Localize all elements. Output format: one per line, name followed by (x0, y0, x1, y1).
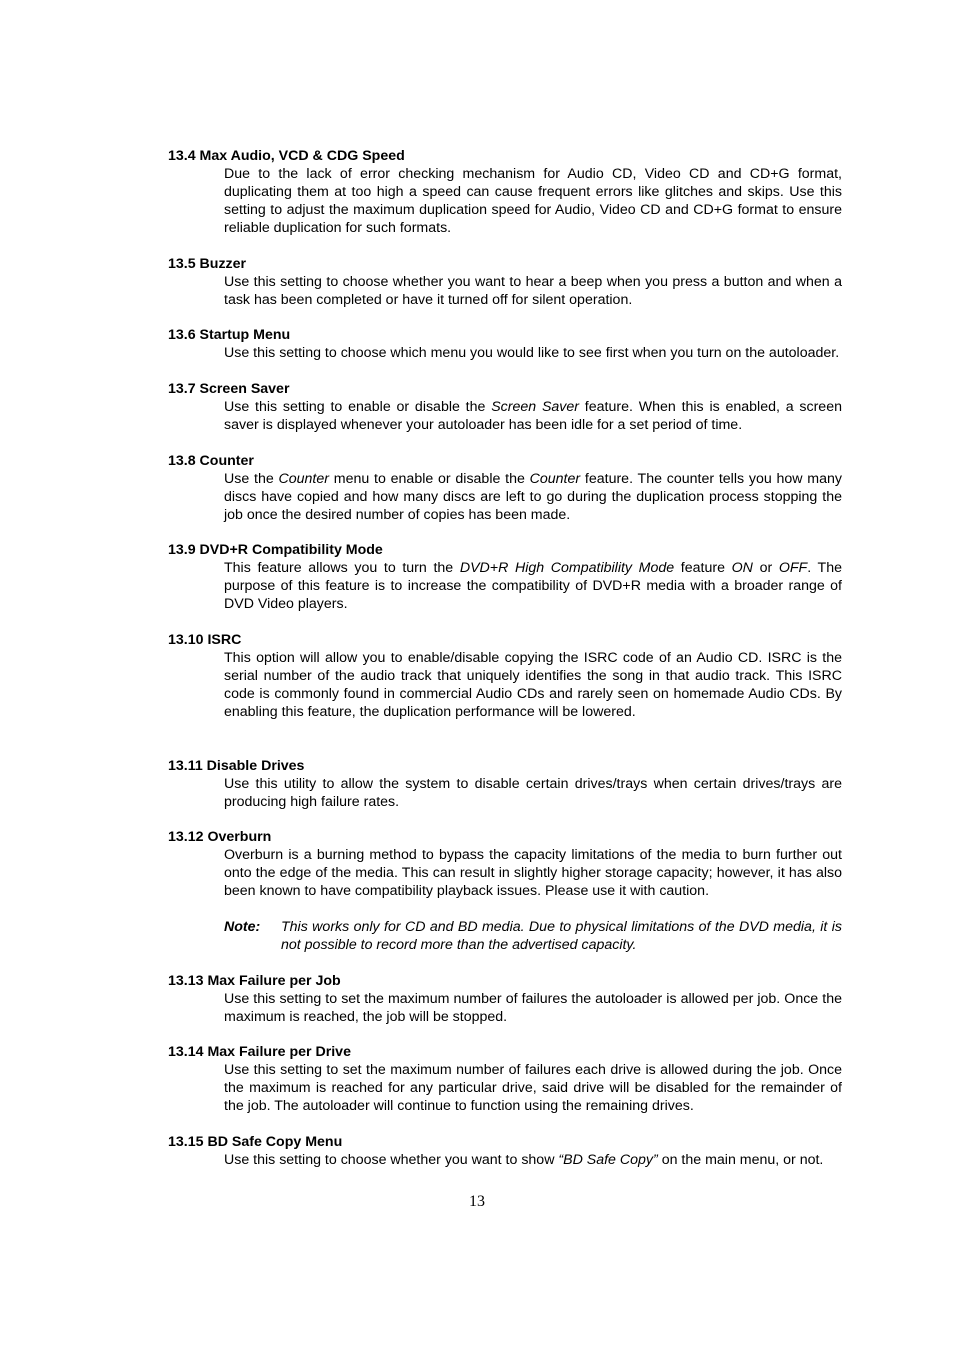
section-heading: 13.7 Screen Saver (168, 381, 290, 397)
note-text: This works only for CD and BD media. Due to physical limitations of the DVD media, it is not possible to record more than the advertised capacity. (281, 919, 842, 953)
section-body (224, 470, 842, 524)
body-italic-text: DVD+R High Compatibility Mode (459, 560, 675, 576)
body-text: This option will allow you to enable/disable copying the ISRC code of an Audio CD. ISRC is the serial number of the audio track that uniquely identifies the song in that audio track. This ISRC code is commonly found in commercial Audio CDs and rarely seen on homemade Audio CDs. By enabling this feature, the duplication performance will be lowered. (224, 650, 842, 720)
body-italic-text: OFF (778, 560, 808, 576)
section-body (224, 1151, 842, 1169)
section-13-15 (168, 1133, 842, 1169)
section-13-4 (168, 147, 842, 237)
body-text: This feature allows you to turn the (224, 560, 460, 576)
section-13-11 (168, 757, 842, 811)
section-13-12 (168, 828, 842, 954)
body-text: Use this setting to enable or disable the (224, 399, 492, 415)
section-heading: 13.8 Counter (168, 453, 254, 469)
body-text: on the main menu, or not. (657, 1152, 824, 1168)
section-heading: 13.9 DVD+R Compatibility Mode (168, 542, 383, 558)
body-text: menu to enable or disable the (329, 471, 530, 487)
section-body (224, 273, 842, 309)
section-13-9 (168, 541, 842, 613)
section-13-13 (168, 972, 842, 1026)
body-text: Due to the lack of error checking mechanism for Audio CD, Video CD and CD+G format, duplicating them at too high a speed can cause frequent errors like glitches and skips. Use this setting to adjust the maximum duplication speed for Audio, Video CD and CD+G format to ensure reliable duplication for such formats. (224, 166, 842, 236)
page-number: 13 (469, 1193, 485, 1210)
section-body (224, 344, 842, 362)
body-text: Use this setting to set the maximum number of failures the autoloader is allowed per job. Once the maximum is reached, the job will be stopped. (224, 991, 842, 1025)
section-13-8 (168, 452, 842, 524)
note-block (224, 918, 842, 954)
section-body (224, 398, 842, 434)
section-13-7 (168, 380, 842, 434)
section-13-5 (168, 255, 842, 309)
note-label: Note: (224, 919, 261, 935)
section-heading: 13.11 Disable Drives (168, 758, 305, 774)
section-heading: 13.12 Overburn (168, 829, 272, 845)
body-text: or (752, 560, 779, 576)
body-text: Use this setting to choose whether you want to show (224, 1152, 559, 1168)
section-body (224, 990, 842, 1026)
section-body (224, 559, 842, 613)
section-body (224, 846, 842, 900)
section-heading: 13.14 Max Failure per Drive (168, 1044, 351, 1060)
body-italic-text: ON (731, 560, 753, 576)
body-text: Use this setting to choose which menu you would like to see first when you turn on the autoloader. (224, 345, 840, 361)
section-heading: 13.4 Max Audio, VCD & CDG Speed (168, 148, 405, 164)
section-heading: 13.13 Max Failure per Job (168, 973, 341, 989)
body-text: Use this utility to allow the system to disable certain drives/trays when certain drives/trays are producing high failure rates. (224, 776, 842, 810)
section-heading: 13.10 ISRC (168, 632, 242, 648)
section-body (224, 649, 842, 721)
body-text: Overburn is a burning method to bypass the capacity limitations of the media to burn further out onto the edge of the media. This can result in slightly higher storage capacity; however, it has also been known to have compatibility playback issues. Please use it with caution. (224, 847, 842, 899)
body-italic-text: Counter (278, 471, 329, 487)
body-text: feature. The counter tells you how many discs have copied and how many discs are left to go during the duplication process stopping the job once the desired number of copies has been made. (224, 471, 842, 523)
body-text: Use this setting to choose whether you want to hear a beep when you press a button and when a task has been completed or have it turned off for silent operation. (224, 274, 842, 308)
section-13-6 (168, 326, 842, 362)
body-text: feature (674, 560, 732, 576)
section-heading: 13.15 BD Safe Copy Menu (168, 1134, 343, 1150)
body-text: Use this setting to set the maximum number of failures each drive is allowed during the job. Once the maximum is reached for any particular drive, said drive will be disabled for the remainder of the job. The autoloader will continue to function using the remaining drives. (224, 1062, 842, 1114)
body-text: Use the (224, 471, 279, 487)
section-13-14 (168, 1043, 842, 1115)
section-13-10 (168, 631, 842, 721)
section-heading: 13.6 Startup Menu (168, 327, 291, 343)
section-body (224, 775, 842, 811)
section-heading: 13.5 Buzzer (168, 256, 247, 272)
body-italic-text: “BD Safe Copy” (558, 1152, 658, 1168)
body-text: . The purpose of this feature is to increase the compatibility of DVD+R media with a broader range of DVD Video players. (224, 560, 843, 612)
section-body (224, 165, 842, 237)
body-italic-text: Counter (529, 471, 581, 487)
body-italic-text: Screen Saver (491, 399, 580, 415)
body-text: feature. When this is enabled, a screen saver is displayed whenever your autoloader has been idle for a set period of time. (224, 399, 842, 433)
section-body (224, 1061, 842, 1115)
